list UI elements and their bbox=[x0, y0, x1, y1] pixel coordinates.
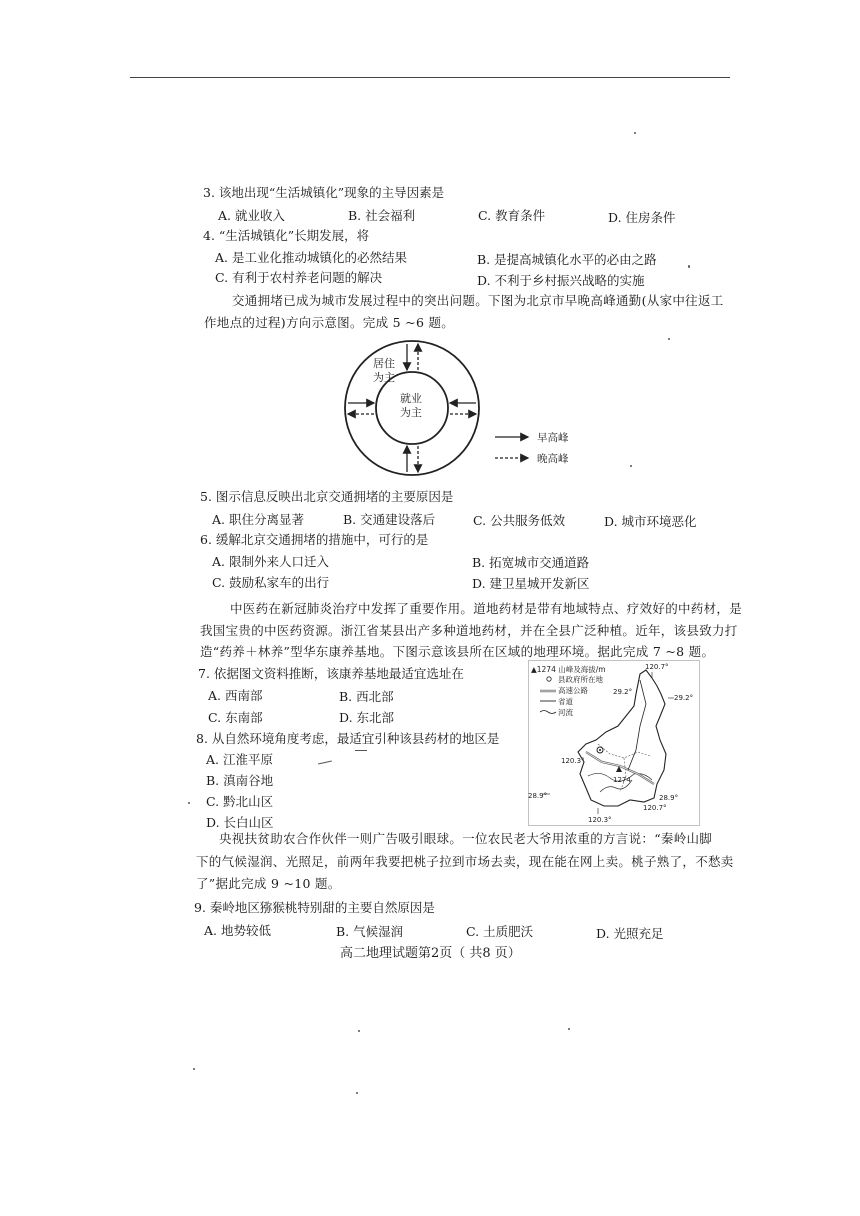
q6-option-a: A. 限制外来人口迁入 bbox=[212, 554, 329, 569]
question-5-stem: 5. 图示信息反映出北京交通拥堵的主要原因是 bbox=[200, 489, 454, 504]
legend-morning-label: 早高峰 bbox=[537, 432, 569, 444]
commute-diagram bbox=[330, 330, 590, 490]
q7-option-b: B. 西北部 bbox=[339, 689, 394, 704]
q4-option-d: D. 不利于乡村振兴战略的实施 bbox=[477, 273, 645, 288]
outer-label-1: 居住 bbox=[373, 357, 395, 370]
q8-option-a: A. 江淮平原 bbox=[206, 752, 273, 767]
q3-option-b: B. 社会福利 bbox=[348, 208, 416, 223]
coord-top-lon: 120.7° bbox=[645, 663, 669, 671]
q9-option-b: B. 气候湿润 bbox=[336, 924, 404, 939]
intro-7-8-line2: 我国宝贵的中医药资源。浙江省某县出产多种道地药材，并在全县广泛种植。近年，该县致力打 bbox=[200, 623, 738, 638]
q9-option-c: C. 土质肥沃 bbox=[466, 924, 534, 939]
county-seat-icon bbox=[547, 677, 551, 681]
q5-option-c: C. 公共服务低效 bbox=[473, 513, 566, 528]
q8-option-d: D. 长白山区 bbox=[206, 815, 274, 830]
scan-speck bbox=[318, 761, 332, 765]
q7-option-a: A. 西南部 bbox=[208, 688, 263, 703]
q9-option-d: D. 光照充足 bbox=[596, 926, 664, 941]
intro-5-6-line1: 交通拥堵已成为城市发展过程中的突出问题。下图为北京市早晚高峰通勤(从家中往返工 bbox=[232, 293, 724, 308]
legend-evening-label: 晚高峰 bbox=[537, 453, 569, 465]
q7-option-c: C. 东南部 bbox=[208, 710, 263, 725]
intro-9-10-line3: 了”据此完成 9 ~10 题。 bbox=[196, 876, 341, 891]
inner-label-2: 为主 bbox=[400, 406, 422, 419]
q4-option-a: A. 是工业化推动城镇化的必然结果 bbox=[215, 250, 407, 265]
q6-option-b: B. 拓宽城市交通道路 bbox=[472, 555, 590, 570]
q3-option-a: A. 就业收入 bbox=[218, 208, 285, 223]
scan-speck bbox=[355, 750, 367, 751]
q9-option-a: A. 地势较低 bbox=[204, 923, 271, 938]
outer-label-2: 为主 bbox=[373, 371, 395, 384]
question-3-stem: 3. 该地出现“生活城镇化”现象的主导因素是 bbox=[203, 185, 445, 200]
scan-speck bbox=[356, 1092, 358, 1094]
scan-speck bbox=[358, 1030, 360, 1032]
county-map bbox=[528, 660, 700, 826]
scan-speck bbox=[568, 1028, 570, 1030]
scan-speck bbox=[668, 338, 670, 340]
legend-provincial-road: 省道 bbox=[558, 697, 573, 706]
q5-option-b: B. 交通建设落后 bbox=[343, 512, 436, 527]
scan-speck bbox=[193, 1068, 195, 1070]
q7-option-d: D. 东北部 bbox=[339, 710, 395, 725]
q3-option-c: C. 教育条件 bbox=[478, 208, 546, 223]
q8-option-b: B. 滇南谷地 bbox=[206, 773, 274, 788]
page-footer: 高二地理试题第2页（ 共8 页） bbox=[340, 946, 521, 961]
intro-5-6-line2: 作地点的过程)方向示意图。完成 5 ~6 题。 bbox=[204, 315, 455, 330]
question-6-stem: 6. 缓解北京交通拥堵的措施中，可行的是 bbox=[200, 532, 429, 547]
q5-option-d: D. 城市环境恶化 bbox=[604, 514, 697, 529]
coord-bottom-right-lat: 28.9° bbox=[659, 794, 679, 802]
scan-speck bbox=[634, 132, 636, 134]
coord-left-lat-top: 29.2° bbox=[613, 688, 633, 696]
q5-option-a: A. 职住分离显著 bbox=[212, 512, 304, 527]
inner-label-1: 就业 bbox=[400, 392, 422, 405]
coord-right-lat: 29.2° bbox=[674, 694, 694, 702]
intro-9-10-line1: 央视扶贫助农合作伙伴一则广告吸引眼球。一位农民老大爷用浓重的方言说：“秦岭山脚 bbox=[219, 831, 713, 846]
coord-left-lon: 120.3° bbox=[561, 757, 585, 765]
coord-bottom-lon-right: 120.7° bbox=[643, 804, 667, 812]
question-7-stem: 7. 依据图文资料推断，该康养基地最适宜选址在 bbox=[198, 666, 464, 681]
intro-9-10-line2: 下的气候湿润、光照足，前两年我要把桃子拉到市场去卖，现在能在网上卖。桃子熟了，不愁卖 bbox=[196, 854, 734, 869]
q4-option-b: B. 是提高城镇化水平的必由之路 bbox=[477, 252, 657, 267]
coord-bottom-lon-left: 120.3° bbox=[588, 816, 612, 824]
legend-river: 河流 bbox=[558, 708, 573, 717]
peak-elevation: 1274 bbox=[613, 776, 631, 784]
legend-peak: ▲1274 山峰及海拔/m bbox=[531, 665, 606, 674]
q3-option-d: D. 住房条件 bbox=[608, 210, 676, 225]
legend-county-seat: 县政府所在地 bbox=[558, 675, 603, 684]
intro-7-8-line1: 中医药在新冠肺炎治疗中发挥了重要作用。道地药材是带有地域特点、疗效好的中药材，是 bbox=[230, 601, 743, 616]
intro-7-8-line3: 造“药养＋林养”型华东康养基地。下图示意该县所在区域的地理环境。据此完成 7 ~8 题。 bbox=[200, 644, 715, 659]
question-9-stem: 9. 秦岭地区猕猴桃特别甜的主要自然原因是 bbox=[194, 900, 435, 915]
q6-option-c: C. 鼓励私家车的出行 bbox=[212, 575, 330, 590]
legend-highway: 高速公路 bbox=[558, 686, 588, 695]
question-8-stem: 8. 从自然环境角度考虑，最适宜引种该县药材的地区是 bbox=[196, 731, 500, 746]
coord-bottom-left-lat: 28.9° bbox=[528, 792, 548, 800]
question-4-stem: 4. “生活城镇化”长期发展，将 bbox=[203, 228, 370, 243]
top-rule bbox=[130, 77, 730, 78]
q8-option-c: C. 黔北山区 bbox=[206, 794, 274, 809]
scan-speck bbox=[188, 802, 190, 804]
legend-river-symbol bbox=[540, 711, 556, 714]
scan-speck bbox=[630, 465, 632, 467]
q4-option-c: C. 有利于农村养老问题的解决 bbox=[215, 270, 383, 285]
scan-speck bbox=[688, 265, 690, 268]
q6-option-d: D. 建卫星城开发新区 bbox=[472, 576, 590, 591]
